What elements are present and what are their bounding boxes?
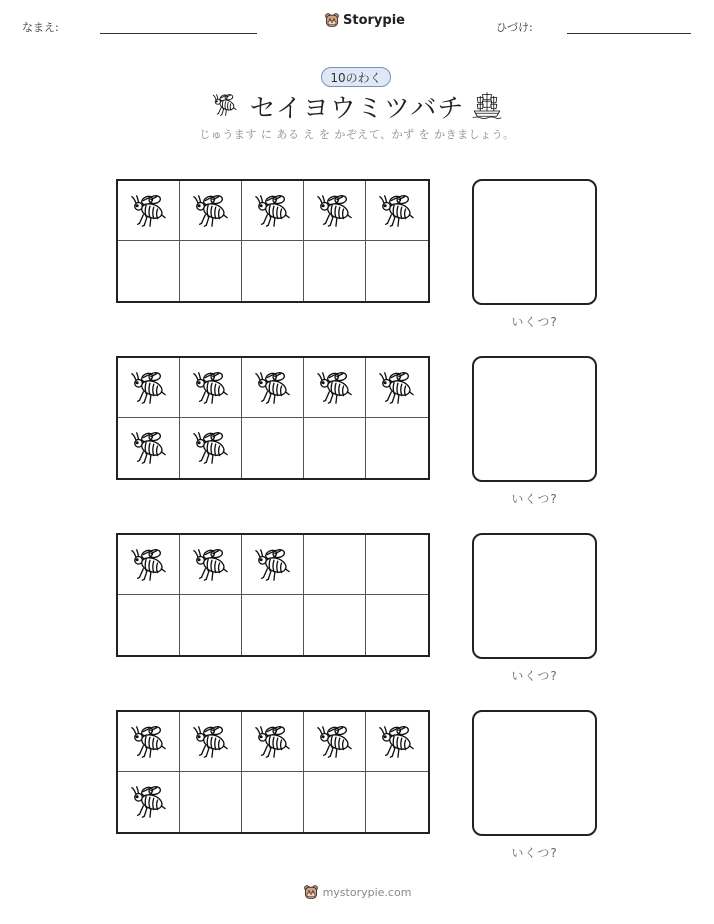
footer <box>0 884 714 900</box>
ten-frame-cell <box>118 535 180 595</box>
worksheet-header <box>0 0 714 50</box>
ten-frame-cell <box>304 358 366 418</box>
ten-frame-cell <box>366 181 428 241</box>
bear-mascot-icon <box>324 12 340 28</box>
date-write-line[interactable] <box>567 33 691 34</box>
how-many-label: いくつ? <box>511 846 558 860</box>
ten-frame <box>116 179 430 303</box>
ten-frame-cell <box>304 712 366 772</box>
ten-frame-cell <box>366 595 428 655</box>
bee-icon <box>192 192 230 230</box>
bee-icon <box>130 723 168 761</box>
answer-box[interactable] <box>472 179 597 305</box>
ten-frame <box>116 710 430 834</box>
ten-frame-cell <box>366 241 428 301</box>
bee-icon <box>316 369 354 407</box>
ten-frame-cell <box>242 595 304 655</box>
answer-box[interactable] <box>472 533 597 659</box>
ten-frame-cell <box>118 358 180 418</box>
bee-icon <box>254 192 292 230</box>
brand-name: Storypie <box>343 12 405 28</box>
ten-frame-cell <box>180 595 242 655</box>
ten-frame-cell <box>366 712 428 772</box>
ten-frame-cell <box>180 241 242 301</box>
ten-frame-cell <box>180 181 242 241</box>
ten-frame-cell <box>180 418 242 478</box>
how-many-label: いくつ? <box>511 669 558 683</box>
bee-icon <box>254 546 292 584</box>
ten-frame-cell <box>180 772 242 832</box>
instruction-text: じゅうます に ある え を かぞえて、かず を かきましょう。 <box>199 128 515 141</box>
ten-frame-cell <box>366 358 428 418</box>
ten-frame-cell <box>118 241 180 301</box>
bee-icon <box>254 723 292 761</box>
ten-frame-cell <box>118 418 180 478</box>
bee-icon <box>316 723 354 761</box>
bee-icon <box>192 723 230 761</box>
ten-frame-cell <box>304 241 366 301</box>
bee-icon <box>378 723 416 761</box>
bee-icon <box>192 369 230 407</box>
bee-icon <box>378 192 416 230</box>
answer-box[interactable] <box>472 710 597 836</box>
ten-frame-cell <box>242 712 304 772</box>
footer-url: mystorypie.com <box>322 885 412 899</box>
bear-mascot-icon <box>303 884 319 900</box>
ten-frame-cell <box>304 181 366 241</box>
ten-frame-cell <box>366 772 428 832</box>
bee-icon <box>130 546 168 584</box>
ten-frame-cell <box>366 418 428 478</box>
bee-icon <box>192 429 230 467</box>
ten-frame-cell <box>242 241 304 301</box>
bee-icon <box>130 429 168 467</box>
bee-icon <box>130 192 168 230</box>
ten-frame-cell <box>304 772 366 832</box>
date-label: ひづけ: <box>496 21 533 34</box>
bee-icon <box>130 783 168 821</box>
page-title: セイヨウミツバチ <box>249 94 465 124</box>
bee-icon <box>192 546 230 584</box>
ten-frame <box>116 356 430 480</box>
ten-frame-cell <box>304 535 366 595</box>
how-many-label: いくつ? <box>511 315 558 329</box>
ten-frame-cell <box>242 418 304 478</box>
ten-frame-cell <box>304 595 366 655</box>
bee-icon <box>378 369 416 407</box>
ten-frame <box>116 533 430 657</box>
topic-tag: 10のわく <box>321 67 391 87</box>
ten-frame-cell <box>304 418 366 478</box>
bee-icon <box>130 369 168 407</box>
ten-frame-cell <box>118 772 180 832</box>
ten-frame-cell <box>366 535 428 595</box>
ten-frame-cell <box>118 181 180 241</box>
name-write-line[interactable] <box>100 33 257 34</box>
bee-icon <box>254 369 292 407</box>
ten-frame-cell <box>242 358 304 418</box>
ten-frame-cell <box>242 535 304 595</box>
ten-frame-cell <box>180 535 242 595</box>
ten-frame-cell <box>118 712 180 772</box>
ten-frame-cell <box>242 772 304 832</box>
ten-frame-cell <box>118 595 180 655</box>
brand <box>324 12 405 28</box>
ten-frame-cell <box>180 358 242 418</box>
bee-icon <box>316 192 354 230</box>
ten-frame-cell <box>242 181 304 241</box>
ten-frame-cell <box>180 712 242 772</box>
sailing-ship-icon <box>472 90 502 120</box>
answer-box[interactable] <box>472 356 597 482</box>
how-many-label: いくつ? <box>511 492 558 506</box>
name-label: なまえ: <box>22 21 59 34</box>
